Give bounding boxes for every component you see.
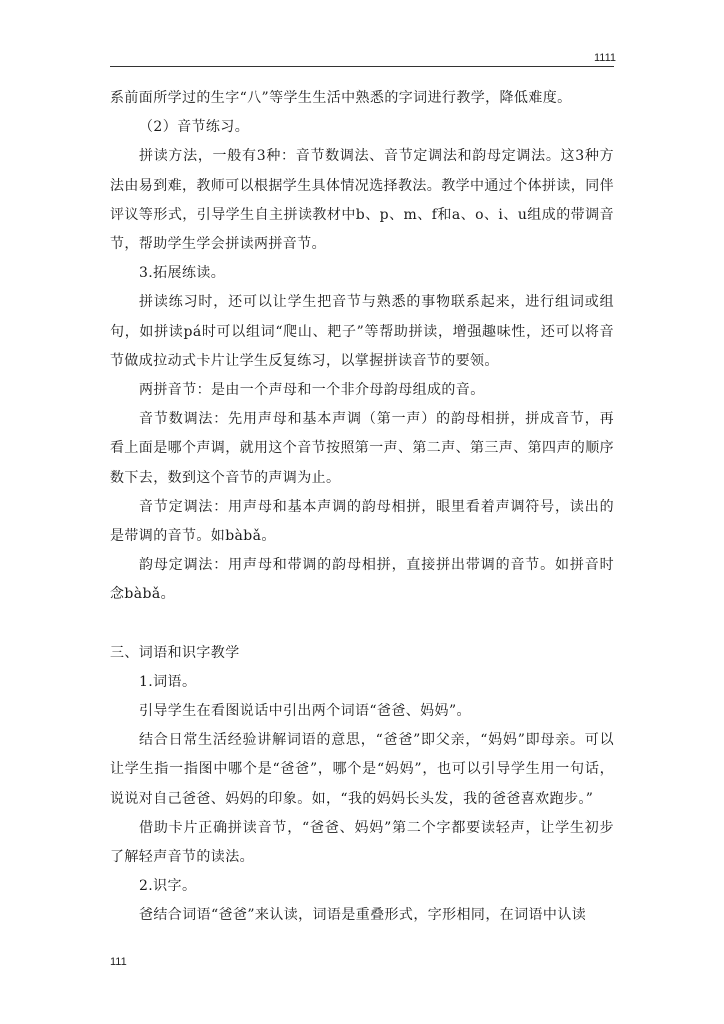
paragraph-syllable-tone-method: 音节定调法：用声母和基本声调的韵母相拼，眼里看着声调符号，读出的是带调的音节。如bàbǎ。 <box>110 498 614 545</box>
subheading-extended-reading: 3.拓展练读。 <box>139 265 226 282</box>
paragraph-explain-words: 结合日常生活经验讲解词语的意思，“爸爸”即父亲，“妈妈”即母亲。可以让学生指一指图中哪个是“爸爸”，哪个是“妈妈”，也可以引导学生用一句话，说说对自己爸爸、妈妈的印象。如，“我的妈妈长头发，我的爸爸喜欢跑步。” <box>110 732 614 807</box>
paragraph-neutral-tone: 借助卡片正确拼读音节，“爸爸、妈妈”第二个字都要读轻声，让学生初步了解轻声音节的读法。 <box>110 819 614 866</box>
section-gap <box>110 610 614 639</box>
paragraph-extended-reading: 拼读练习时，还可以让学生把音节与熟悉的事物联系起来，进行组词或组句，如拼读pá时可以组词“爬山、耙子”等帮助拼读，增强趣味性，还可以将音节做成拉动式卡片让学生反复练习，以掌握拼读音节的要领。 <box>110 294 614 369</box>
paragraph-final-tone-method: 韵母定调法：用声母和带调的韵母相拼，直接拼出带调的音节。如拼音时念bàbǎ。 <box>110 557 614 603</box>
paragraph-character-recognition: 爸结合词语“爸爸”来认读，词语是重叠形式，字形相同，在词语中认读 <box>139 907 587 924</box>
paragraph-two-part-syllable: 两拼音节：是由一个声母和一个非介母韵母组成的音。 <box>139 382 485 399</box>
footer-page-number: 111 <box>110 956 127 968</box>
subheading-syllable-practice: （2）音节练习。 <box>139 119 250 136</box>
document-body <box>110 84 614 931</box>
subheading-character-recognition: 2.识字。 <box>139 878 197 895</box>
paragraph-introduce-words: 引导学生在看图说话中引出两个词语“爸爸、妈妈”。 <box>139 703 471 720</box>
header-rule <box>110 66 614 67</box>
paragraph-reading-methods: 拼读方法，一般有3种：音节数调法、音节定调法和韵母定调法。这3种方法由易到难，教师可以根据学生具体情况选择教法。教学中通过个体拼读，同伴评议等形式，引导学生自主拼读教材中b、p、m、f和a、o、i、u组成的带调音节，帮助学生学会拼读两拼音节。 <box>110 148 614 253</box>
paragraph-continuation: 系前面所学过的生字“八”等学生生活中熟悉的字词进行教学，降低难度。 <box>110 90 572 106</box>
subheading-words: 1.词语。 <box>139 673 197 690</box>
header-page-number: 1111 <box>593 52 616 64</box>
section-heading-vocabulary: 三、词语和识字教学 <box>110 644 240 661</box>
paragraph-syllable-count-method: 音节数调法：先用声母和基本声调（第一声）的韵母相拼，拼成音节，再看上面是哪个声调，就用这个音节按照第一声、第二声、第三声、第四声的顺序数下去，数到这个音节的声调为止。 <box>110 411 614 486</box>
